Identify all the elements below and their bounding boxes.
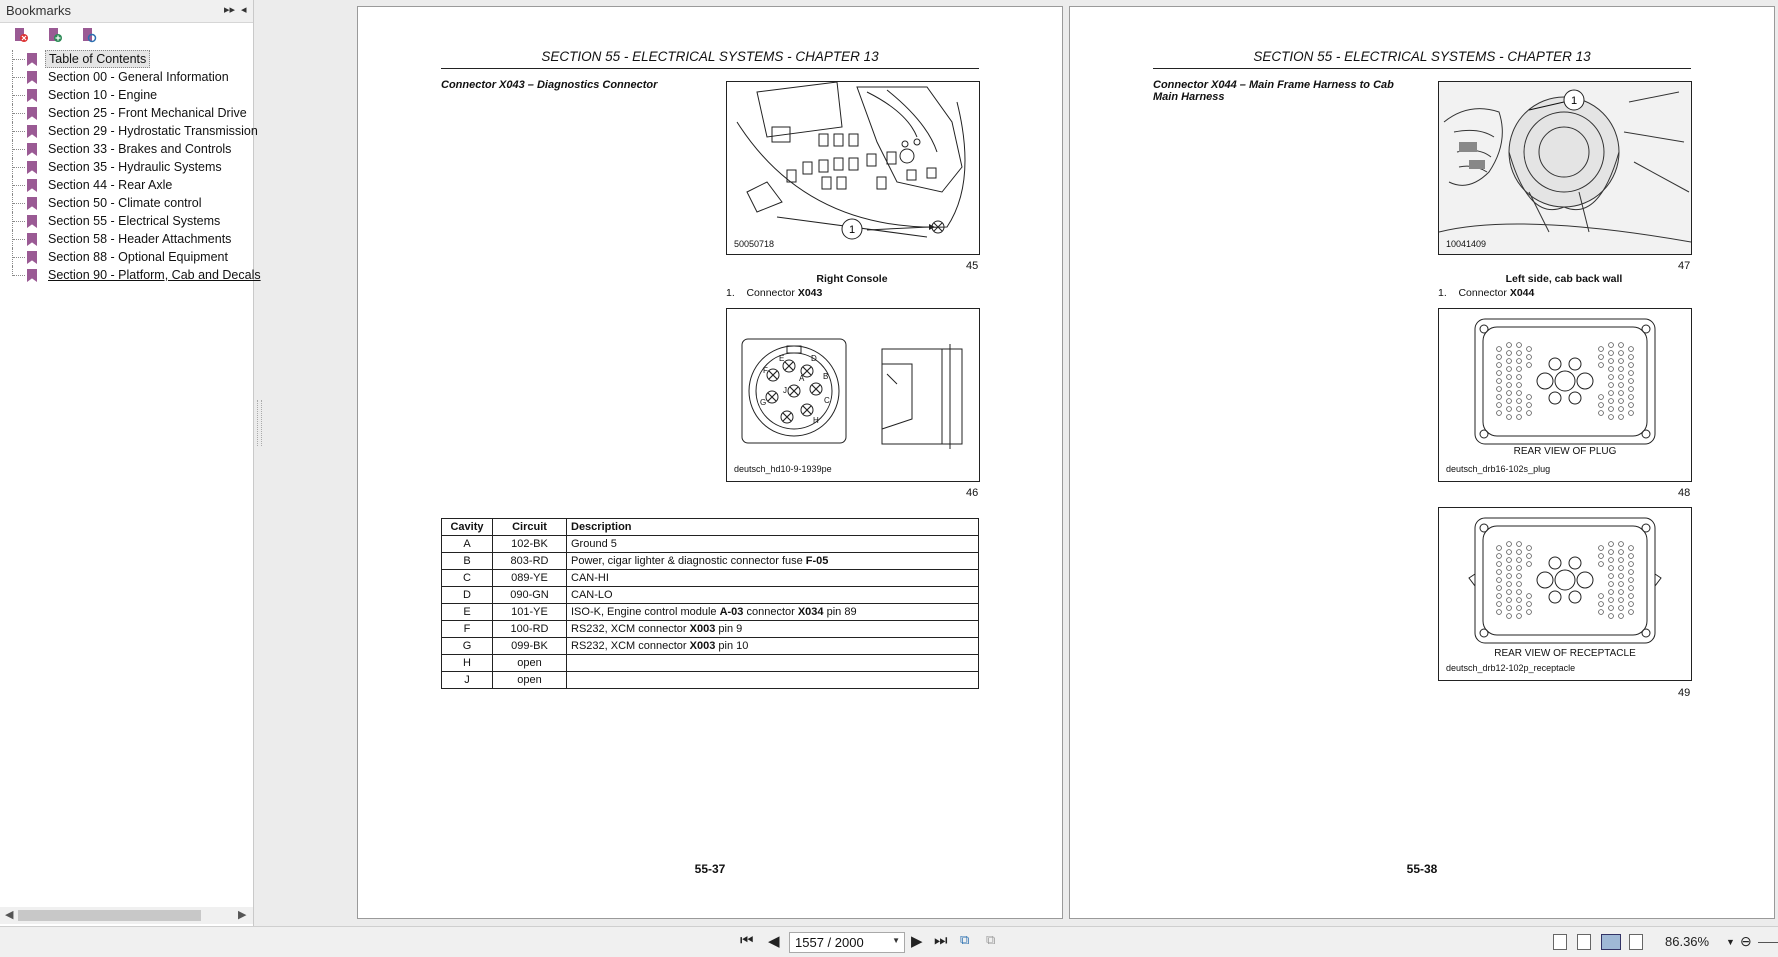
bookmark-item[interactable]: Table of Contents [12, 50, 252, 68]
bookmark-icon [27, 233, 37, 246]
bookmark-icon [27, 251, 37, 264]
connector-face-illustration [727, 309, 979, 481]
figure-caption: Left side, cab back wall [1505, 273, 1623, 285]
continuous-view-icon[interactable] [1577, 934, 1591, 950]
bookmarks-panel [0, 0, 261, 926]
previous-page-icon[interactable]: ◀ [768, 933, 780, 950]
svg-text:C: C [824, 396, 830, 405]
bookmark-icon [27, 107, 37, 120]
zoom-level[interactable]: 86.36% [1665, 934, 1710, 949]
console-illustration [727, 82, 979, 254]
document-page-left [357, 6, 1063, 919]
panel-collapse-icon[interactable]: ◂ [241, 4, 247, 16]
header-rule [441, 68, 979, 69]
single-page-view-icon[interactable] [1553, 934, 1567, 950]
figure-number: 48 [1678, 487, 1691, 499]
column-header: Description [567, 519, 979, 536]
bookmark-icon [27, 71, 37, 84]
scrollbar-thumb[interactable] [18, 910, 201, 921]
svg-text:E: E [779, 354, 785, 363]
bookmark-icon [27, 197, 37, 210]
bookmark-icon [27, 125, 37, 138]
table-row: F 100-RD RS232, XCM connector X003 pin 9 [442, 621, 979, 638]
sidebar-horizontal-scrollbar[interactable] [0, 907, 253, 924]
column-header: Cavity [442, 519, 493, 536]
table-row: D 090-GN CAN-LO [442, 587, 979, 604]
svg-text:H: H [813, 416, 819, 425]
bookmark-item[interactable]: Section 90 - Platform, Cab and Decals [12, 266, 252, 284]
table-row: C 089-YE CAN-HI [442, 570, 979, 587]
bookmark-icon [27, 161, 37, 174]
figure-cab-back-wall [1438, 81, 1692, 255]
bookmark-tree [12, 50, 261, 284]
zoom-dropdown-icon[interactable]: ▼ [1726, 937, 1735, 947]
bookmark-item[interactable]: Section 50 - Climate control [12, 194, 252, 212]
receptacle-pinout-illustration [1439, 508, 1691, 680]
figure-callout: 1 [848, 224, 856, 236]
bookmark-item[interactable]: Section 25 - Front Mechanical Drive [12, 104, 252, 122]
bookmark-item[interactable]: Section 00 - General Information [12, 68, 252, 86]
section-heading: Connector X044 – Main Frame Harness to Cab Main Harness [1153, 79, 1394, 103]
bookmark-icon [27, 89, 37, 102]
bookmark-item[interactable]: Section 33 - Brakes and Controls [12, 140, 252, 158]
zoom-out-icon[interactable]: ⊖ [1740, 933, 1752, 949]
bookmark-item[interactable]: Section 58 - Header Attachments [12, 230, 252, 248]
page-number-field[interactable]: 1557 / 2000 ▼ [789, 932, 905, 953]
scroll-right-icon[interactable]: ▶ [238, 909, 247, 921]
plug-pinout-illustration [1439, 309, 1691, 481]
figure-number: 47 [1678, 260, 1691, 272]
figure-number: 46 [966, 487, 979, 499]
previous-view-icon[interactable]: ⧉ [960, 932, 970, 947]
bookmarks-title: Bookmarks [6, 3, 72, 18]
svg-text:B: B [823, 372, 829, 381]
page-number: 55-37 [694, 862, 726, 876]
next-view-icon[interactable]: ⧉ [986, 932, 996, 947]
bookmark-item[interactable]: Section 88 - Optional Equipment [12, 248, 252, 266]
table-row: J open [442, 672, 979, 689]
table-row: E 101-YE ISO-K, Engine control module A-03 connector X034 pin 89 [442, 604, 979, 621]
panel-splitter[interactable] [257, 400, 262, 446]
figure-title: REAR VIEW OF PLUG [1513, 446, 1617, 457]
find-bookmark-icon[interactable] [80, 26, 98, 44]
figure-callout: 1 [1570, 95, 1578, 107]
chevron-down-icon[interactable]: ▼ [892, 936, 900, 945]
page-header: SECTION 55 - ELECTRICAL SYSTEMS - CHAPTER 13 [541, 49, 879, 64]
bookmark-icon [27, 53, 37, 66]
figure-code: deutsch_hd10-9-1939pe [734, 464, 832, 474]
figure-number: 45 [966, 260, 979, 272]
zoom-slider[interactable] [1758, 942, 1778, 943]
table-row: G 099-BK RS232, XCM connector X003 pin 10 [442, 638, 979, 655]
bookmark-item[interactable]: Section 44 - Rear Axle [12, 176, 252, 194]
facing-pages-view-icon[interactable] [1601, 934, 1621, 950]
bookmark-icon [27, 215, 37, 228]
page-number: 55-38 [1406, 862, 1438, 876]
figure-rear-view-receptacle [1438, 507, 1692, 681]
svg-text:D: D [811, 354, 817, 363]
figure-caption: Right Console [816, 273, 888, 285]
svg-text:J: J [783, 386, 787, 395]
table-row: H open [442, 655, 979, 672]
figure-code: deutsch_drb16-102s_plug [1446, 464, 1551, 474]
bookmark-item[interactable]: Section 29 - Hydrostatic Transmission [12, 122, 252, 140]
figure-code: 10041409 [1446, 239, 1487, 249]
figure-code: 50050718 [734, 239, 775, 249]
first-page-icon[interactable]: ⏮ [740, 932, 754, 949]
table-header-row [442, 519, 979, 536]
bookmarks-panel-header [0, 0, 253, 23]
figure-code: deutsch_drb12-102p_receptacle [1446, 663, 1576, 673]
harness-photo-illustration [1439, 82, 1691, 254]
bookmark-icon [27, 143, 37, 156]
next-page-icon[interactable]: ▶ [911, 933, 923, 950]
last-page-icon[interactable]: ⏭ [934, 932, 948, 949]
figure-number: 49 [1678, 687, 1691, 699]
bookmark-item[interactable]: Section 10 - Engine [12, 86, 252, 104]
figure-right-console [726, 81, 980, 255]
delete-bookmark-icon[interactable] [12, 26, 30, 44]
column-header: Circuit [493, 519, 567, 536]
table-row: A 102-BK Ground 5 [442, 536, 979, 553]
expand-bookmark-icon[interactable] [46, 26, 64, 44]
table-row: B 803-RD Power, cigar lighter & diagnostic connector fuse F-05 [442, 553, 979, 570]
continuous-facing-view-icon[interactable] [1629, 934, 1643, 950]
figure-rear-view-plug [1438, 308, 1692, 482]
cavity-table [441, 518, 979, 689]
figure-legend: 1. Connector X043 [726, 287, 823, 299]
bookmark-item[interactable]: Section 55 - Electrical Systems [12, 212, 252, 230]
header-rule [1153, 68, 1691, 69]
figure-connector-x043 [726, 308, 980, 482]
section-heading: Connector X043 – Diagnostics Connector [441, 79, 658, 91]
scroll-left-icon[interactable]: ◀ [5, 909, 14, 921]
figure-legend: 1. Connector X044 [1438, 287, 1535, 299]
svg-text:F: F [763, 366, 768, 375]
svg-text:G: G [760, 398, 767, 407]
document-page-right [1069, 6, 1775, 919]
panel-expand-icon[interactable]: ▸▸ [224, 4, 236, 16]
bookmark-icon [27, 179, 37, 192]
bookmark-icon [27, 269, 37, 282]
svg-text:A: A [799, 374, 805, 383]
page-header: SECTION 55 - ELECTRICAL SYSTEMS - CHAPTER 13 [1253, 49, 1591, 64]
bookmark-item[interactable]: Section 35 - Hydraulic Systems [12, 158, 252, 176]
navigation-toolbar [0, 926, 1778, 957]
figure-title: REAR VIEW OF RECEPTACLE [1494, 648, 1636, 659]
